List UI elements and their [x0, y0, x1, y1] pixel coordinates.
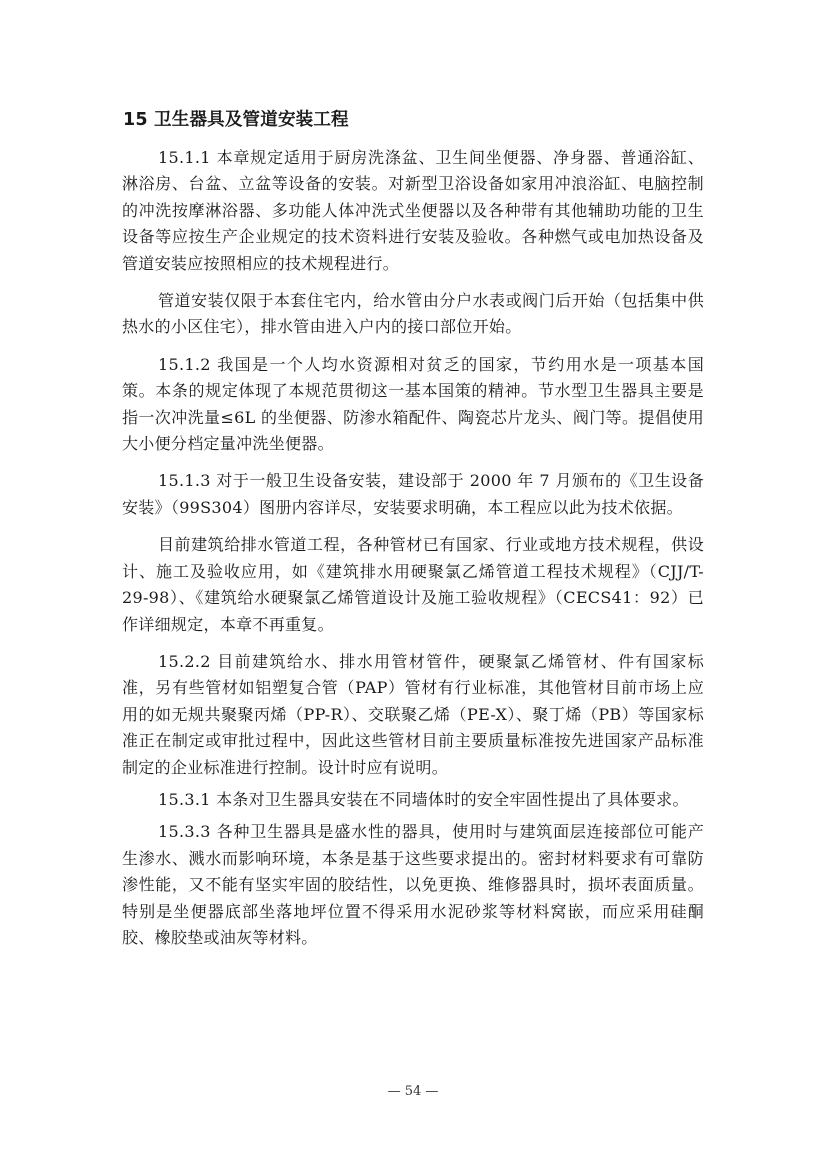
paragraph-pipe-scope: 管道安装仅限于本套住宅内，给水管由分户水表或阀门后开始（包括集中供热水的小区住宅），排水管由进入户内的接口部位开始。	[122, 291, 704, 337]
paragraph-15-2-2: 15.2.2 目前建筑给水、排水用管材管件，硬聚氯乙烯管材、件有国家标准，另有些管材如铝塑复合管（PAP）管材有行业标准，其他管材目前市场上应用的如无规共聚聚丙烯（PP-R）、交联聚乙烯（PE-X）、聚丁烯（PB）等国家标准正在制定或审批过程中，因此这些管材目前主要质量标准按先进国家产品标准制定的企业标准进行控制。设计时应有说明。	[122, 651, 704, 777]
section-heading: 15 卫生器具及管道安装工程	[123, 110, 349, 130]
paragraph-15-1-1: 15.1.1 本章规定适用于厨房洗涤盆、卫生间坐便器、净身器、普通浴缸、淋浴房、台盆、立盆等设备的安装。对新型卫浴设备如家用冲浪浴缸、电脑控制的冲洗按摩淋浴器、多功能人体冲洗式坐便器以及各种带有其他辅助功能的卫生设备等应按生产企业规定的技术资料进行安装及验收。各种燃气或电加热设备及管道安装应按照相应的技术规程进行。	[122, 148, 704, 273]
paragraph-drainage-standards: 目前建筑给排水管道工程，各种管材已有国家、行业或地方技术规程，供设计、施工及验收应用，如《建筑排水用硬聚氯乙烯管道工程技术规程》（CJJ/T-29-98）、《建筑给水硬聚氯乙烯管道设计及施工验收规程》（CECS41：92）已作详细规定，本章不再重复。	[122, 535, 704, 634]
body-text	[122, 145, 704, 951]
paragraph-15-1-3: 15.1.3 对于一般卫生设备安装，建设部于 2000 年 7 月颁布的《卫生设备安装》（99S304）图册内容详尽，安装要求明确，本工程应以此为技术依据。	[122, 471, 704, 517]
page-number: — 54 —	[387, 1084, 439, 1099]
paragraph-15-1-2: 15.1.2 我国是一个人均水资源相对贫乏的国家，节约用水是一项基本国策。本条的规定体现了本规范贯彻这一基本国策的精神。节水型卫生器具主要是指一次冲洗量≤6L 的坐便器、防渗水箱配件、陶瓷芯片龙头、阀门等。提倡使用大小便分档定量冲洗坐便器。	[122, 354, 704, 454]
paragraph-15-3-1: 15.3.1 本条对卫生器具安装在不同墙体时的安全牢固性提出了具体要求。	[158, 789, 689, 809]
paragraph-15-3-3: 15.3.3 各种卫生器具是盛水性的器具，使用时与建筑面层连接部位可能产生渗水、溅水而影响环境，本条是基于这些要求提出的。密封材料要求有可靠防渗性能，又不能有坚实牢固的胶结性，以免更换、维修器具时，损坏表面质量。特别是坐便器底部坐落地坪位置不得采用水泥砂浆等材料窝嵌，而应采用硅酮胶、橡胶垫或油灰等材料。	[122, 822, 704, 947]
